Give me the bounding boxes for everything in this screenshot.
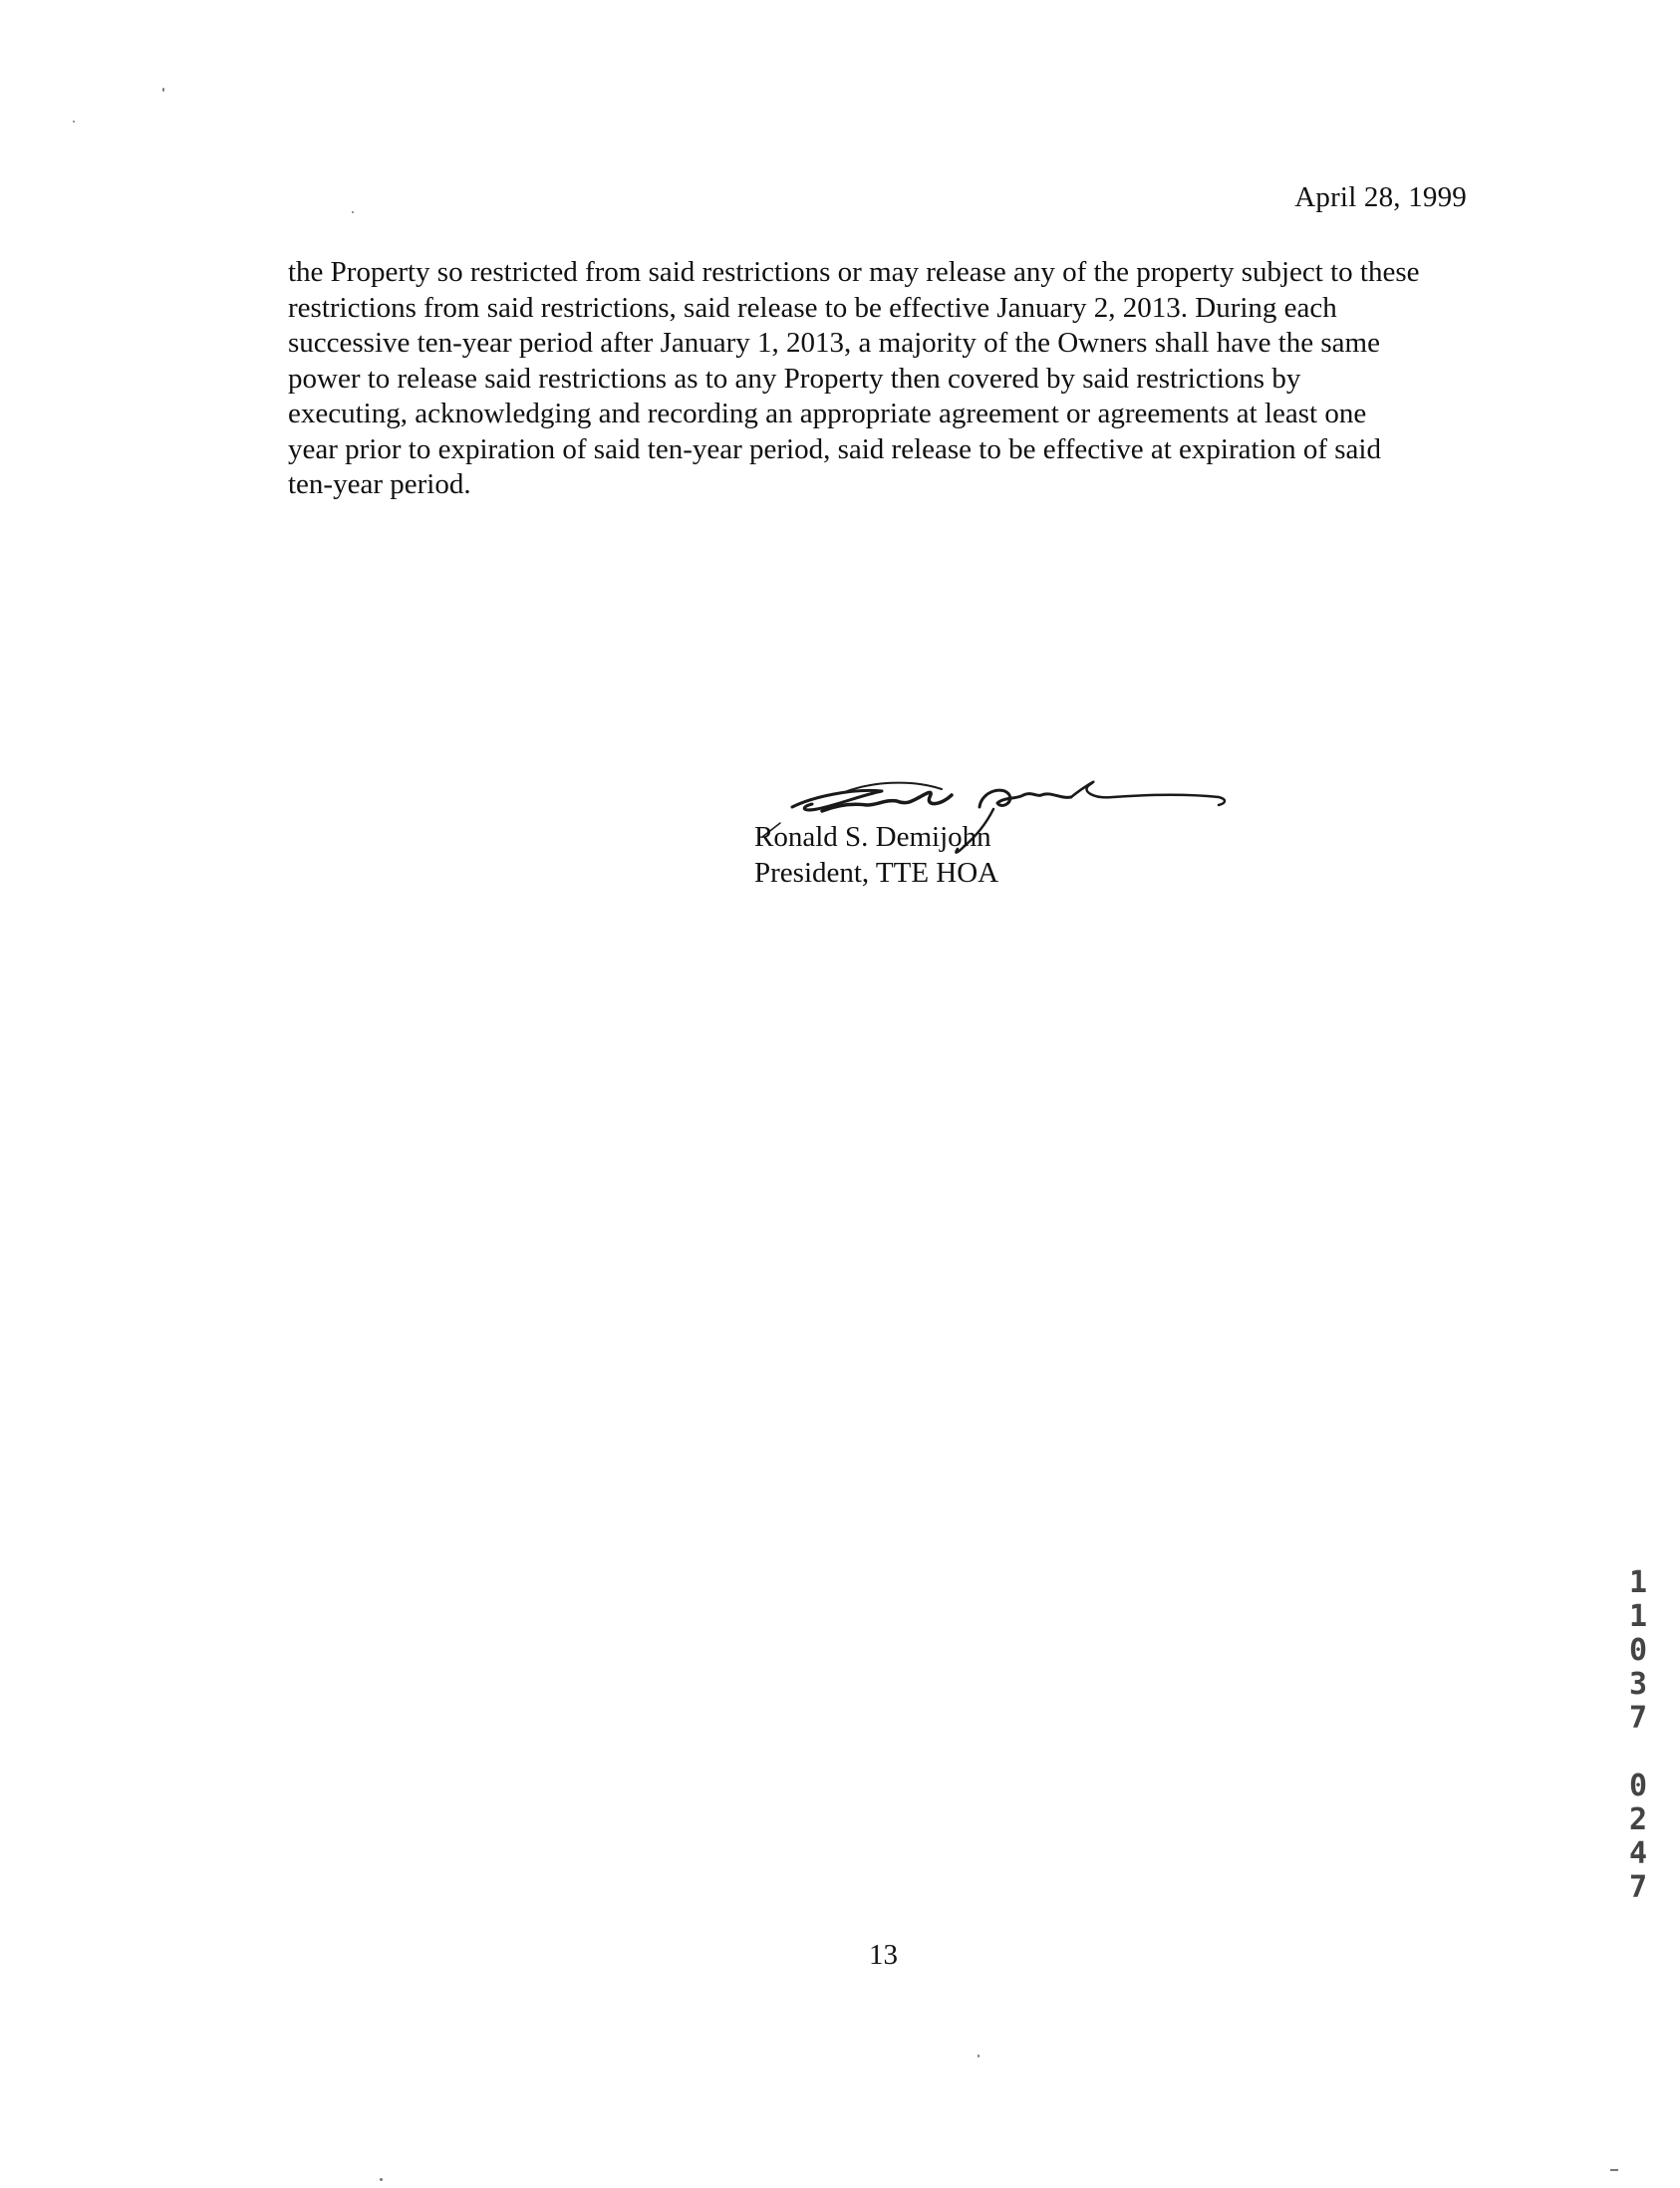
stamp-digit: 1 <box>1628 1565 1648 1600</box>
body-line: restrictions from said restrictions, said release to be effective January 2, 2013. During each <box>288 291 1337 324</box>
stamp-digit: 3 <box>1628 1667 1648 1702</box>
scan-speck <box>73 121 75 123</box>
scan-speck <box>1610 2169 1618 2171</box>
stamp-digit: 1 <box>1628 1599 1648 1634</box>
signer-name: Ronald S. Demijohn <box>754 821 991 853</box>
body-line: ten-year period. <box>288 468 471 500</box>
scan-speck <box>380 2178 383 2181</box>
body-line: the Property so restricted from said restrictions or may release any of the property subject to these <box>288 256 1420 288</box>
scan-speck <box>162 88 164 92</box>
signer-title: President, TTE HOA <box>754 857 999 889</box>
scan-speck <box>352 211 354 213</box>
stamp-digit: 7 <box>1628 1870 1648 1905</box>
body-line: power to release said restrictions as to any Property then covered by said restrictions by <box>288 362 1301 395</box>
stamp-digit: 0 <box>1628 1633 1648 1668</box>
page-number: 13 <box>869 1939 898 1971</box>
stamp-digit: 2 <box>1628 1802 1648 1837</box>
signature-block <box>754 819 998 891</box>
stamp-digit: 0 <box>1628 1769 1648 1803</box>
stamp-digit: 7 <box>1628 1701 1648 1736</box>
recording-stamp <box>1620 1566 1656 1905</box>
body-line: year prior to expiration of said ten-year period, said release to be effective at expiration of said <box>288 432 1381 465</box>
scan-speck <box>978 2054 980 2057</box>
stamp-spacer <box>1620 1736 1656 1770</box>
body-line: executing, acknowledging and recording an appropriate agreement or agreements at least one <box>288 398 1367 429</box>
document-date: April 28, 1999 <box>1294 181 1467 213</box>
stamp-digit: 4 <box>1628 1836 1648 1871</box>
body-paragraph <box>288 255 1494 503</box>
body-line: successive ten-year period after January 1, 2013, a majority of the Owners shall have the same <box>288 327 1380 359</box>
